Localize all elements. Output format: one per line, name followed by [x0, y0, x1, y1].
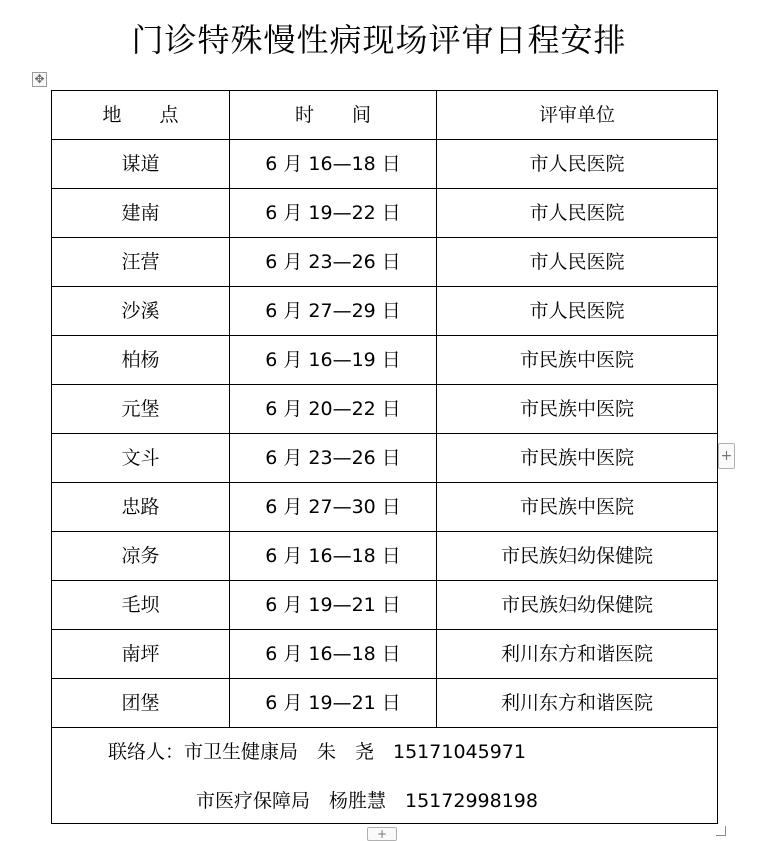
time-cell: 6 月 23—26 日	[230, 238, 437, 287]
table-row	[52, 189, 718, 238]
time-cell: 6 月 27—29 日	[230, 287, 437, 336]
time-cell: 6 月 16—18 日	[230, 140, 437, 189]
table-row	[52, 336, 718, 385]
table-row	[52, 630, 718, 679]
review-unit-cell: 利川东方和谐医院	[437, 679, 718, 728]
time-cell: 6 月 23—26 日	[230, 434, 437, 483]
header-time: 时 间	[230, 91, 437, 140]
location-cell: 毛坝	[52, 581, 230, 630]
table-header-row	[52, 91, 718, 140]
table-row	[52, 238, 718, 287]
review-unit-cell: 市民族妇幼保健院	[437, 581, 718, 630]
location-cell: 建南	[52, 189, 230, 238]
time-cell: 6 月 19—21 日	[230, 581, 437, 630]
time-cell: 6 月 20—22 日	[230, 385, 437, 434]
document-title: 门诊特殊慢性病现场评审日程安排	[131, 21, 627, 59]
review-unit-cell: 市民族中医院	[437, 336, 718, 385]
add-row-plus-icon[interactable]: +	[367, 827, 397, 841]
location-cell: 忠路	[52, 483, 230, 532]
review-unit-cell: 市民族妇幼保健院	[437, 532, 718, 581]
table-row	[52, 483, 718, 532]
table-row	[52, 581, 718, 630]
contact-line-health-bureau: 联络人：市卫生健康局 朱 尧 15171045971	[108, 741, 526, 763]
review-unit-cell: 市民族中医院	[437, 434, 718, 483]
table-row	[52, 140, 718, 189]
location-cell: 元堡	[52, 385, 230, 434]
resize-icon[interactable]	[716, 826, 726, 836]
review-unit-cell: 市民族中医院	[437, 483, 718, 532]
review-unit-cell: 市人民医院	[437, 189, 718, 238]
location-cell: 凉务	[52, 532, 230, 581]
table-row	[52, 532, 718, 581]
location-cell: 汪营	[52, 238, 230, 287]
header-review-unit: 评审单位	[437, 91, 718, 140]
time-cell: 6 月 19—22 日	[230, 189, 437, 238]
location-cell: 沙溪	[52, 287, 230, 336]
location-cell: 柏杨	[52, 336, 230, 385]
review-unit-cell: 市人民医院	[437, 238, 718, 287]
table-row	[52, 434, 718, 483]
time-cell: 6 月 16—19 日	[230, 336, 437, 385]
review-unit-cell: 市民族中医院	[437, 385, 718, 434]
review-unit-cell: 利川东方和谐医院	[437, 630, 718, 679]
location-cell: 文斗	[52, 434, 230, 483]
time-cell: 6 月 27—30 日	[230, 483, 437, 532]
table-row	[52, 287, 718, 336]
review-unit-cell: 市人民医院	[437, 140, 718, 189]
move-icon[interactable]: ✥	[32, 72, 47, 87]
time-cell: 6 月 16—18 日	[230, 630, 437, 679]
table-row	[52, 385, 718, 434]
schedule-table	[51, 90, 718, 824]
review-unit-cell: 市人民医院	[437, 287, 718, 336]
time-cell: 6 月 16—18 日	[230, 532, 437, 581]
contact-line-medical-security-bureau: 市医疗保障局 杨胜慧 15172998198	[196, 790, 538, 812]
table-row	[52, 679, 718, 728]
location-cell: 团堡	[52, 679, 230, 728]
header-location: 地 点	[52, 91, 230, 140]
location-cell: 谋道	[52, 140, 230, 189]
add-column-plus-icon[interactable]: +	[718, 443, 735, 469]
location-cell: 南坪	[52, 630, 230, 679]
time-cell: 6 月 19—21 日	[230, 679, 437, 728]
